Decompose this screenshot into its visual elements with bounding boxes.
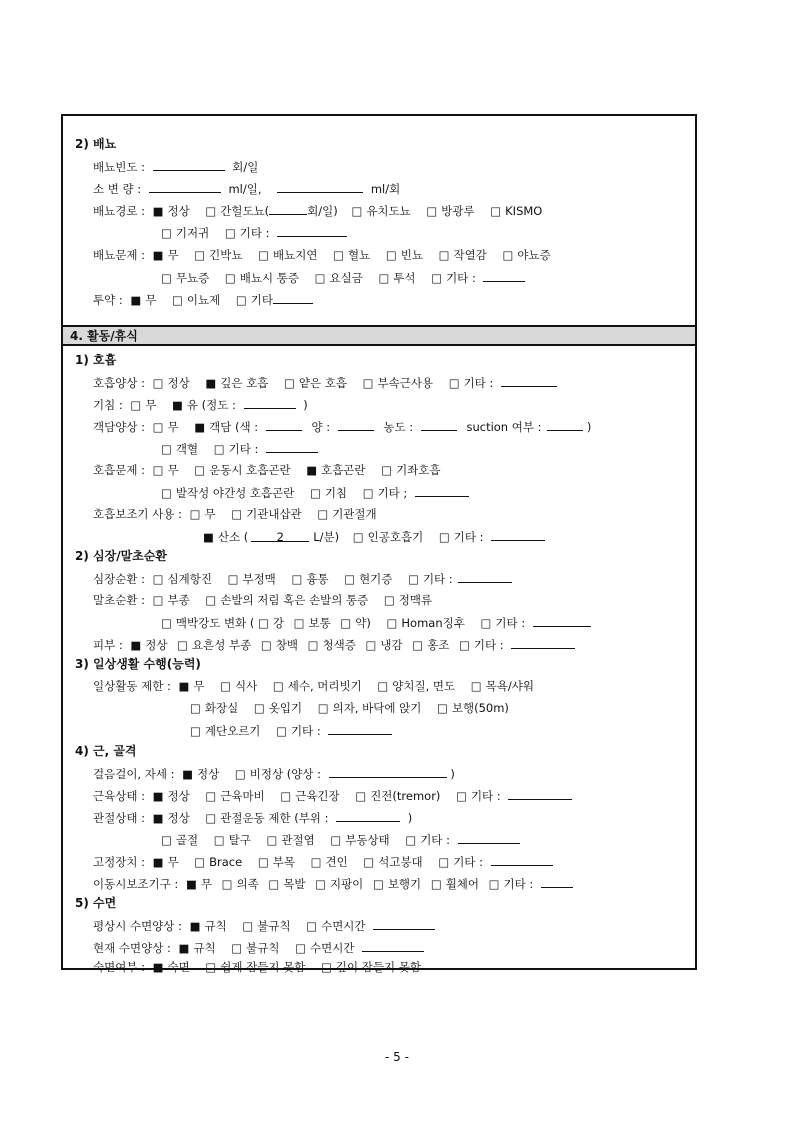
route-foley-checkbox[interactable]: □ 유치도뇨 [351,203,410,219]
fix-cast-checkbox[interactable]: □ 석고붕대 [363,854,422,870]
adl-row-3 [190,722,392,739]
fix-other-checkbox[interactable]: □ 기타 : [438,854,483,870]
respiratory-aid-row-2: ■ 산소 ( 2 L/분) □ 인공호흡기 □ 기타 : [203,528,545,545]
gait-row: 걸음걸이, 자세 : ■ 정상 □ 비정상 (양상 : ) [93,765,455,782]
cough-row: 기침 : □ 무 ■ 유 (정도 : ) [93,396,308,413]
pattern-other-checkbox[interactable]: □ 기타 : [449,375,494,391]
pattern-other-field[interactable] [501,374,557,387]
route-diaper-checkbox[interactable]: □ 기저귀 [161,225,209,241]
joint-other-field[interactable] [458,831,520,844]
sputum-other-field[interactable] [266,440,318,453]
adl-eating-checkbox[interactable]: □ 식사 [220,678,257,694]
sputum-amount-field[interactable] [338,418,374,431]
section-activity-rest-header: 4. 활동/휴식 [63,325,695,346]
med-other-field[interactable] [273,291,313,304]
deep-sleep-row: 숙면여부 : ■ 숙면 □ 쉽게 잠들지 못함 □ 깊이 잠들지 못함 [93,959,433,975]
mobility-crutch-checkbox[interactable]: □ 목발 [268,876,305,892]
respiratory-problem-row-2 [161,484,469,501]
mobility-wheelchair-checkbox[interactable]: □ 휠체어 [431,876,479,892]
cardiac-row: 심장순환 : □ 심계항진 □ 부정맥 □ 흉통 □ 현기증 □ 기타 : [93,570,512,587]
cardiac-other-field[interactable] [458,570,512,583]
problem-dialysis-checkbox[interactable]: □ 투석 [378,270,415,286]
joint-normal-checkbox[interactable]: ■ 정상 [153,810,190,826]
adl-row-2 [190,700,521,716]
respiratory-problem-row: 호흡문제 : □ 무 □ 운동시 호흡곤란 ■ 호흡곤란 □ 기좌호흡 [93,462,453,478]
joint-immobility-checkbox[interactable]: □ 부동상태 [330,832,389,848]
route-bladder-checkbox[interactable]: □ 방광루 [426,203,474,219]
aid-intubation-checkbox[interactable]: □ 기관내삽관 [231,506,301,522]
muscle-row: 근육상태 : ■ 정상 □ 근육마비 □ 근육긴장 □ 진전(tremor) □ 기타 : [93,787,572,804]
homan-sign-checkbox[interactable]: □ Homan징후 [387,615,465,631]
urination-route-row-2 [161,224,347,241]
urine-volume-day-field[interactable] [149,180,221,193]
fix-other-field[interactable] [491,853,553,866]
respiration-title: 1) 호흡 [75,353,117,367]
adl-bathing-checkbox[interactable]: □ 목욕/샤워 [471,678,534,694]
gait-normal-checkbox[interactable]: ■ 정상 [182,766,219,782]
usual-sleep-row: 평상시 수면양상 : ■ 규칙 □ 불규칙 □ 수면시간 [93,917,435,934]
joint-dislocation-checkbox[interactable]: □ 탈구 [214,832,251,848]
usual-sleep-time-checkbox[interactable]: □ 수면시간 [306,918,365,934]
route-other-checkbox[interactable]: □ 기타 : [225,225,270,241]
respiratory-aid-row: 호흡보조기 사용 : □ 무 □ 기관내삽관 □ 기관절개 [93,506,389,522]
sputum-none-checkbox[interactable]: □ 무 [153,419,179,435]
peripheral-numbness-checkbox[interactable]: □ 손발의 저림 혹은 손발의 통증 [205,592,368,608]
cough-none-checkbox[interactable]: □ 무 [130,397,156,413]
urination-problem-row-2 [161,269,525,286]
cardiac-arrhythmia-checkbox[interactable]: □ 부정맥 [228,571,276,587]
aid-other-checkbox[interactable]: □ 기타 : [439,529,484,545]
peripheral-varicose-checkbox[interactable]: □ 정맥류 [384,592,432,608]
fix-traction-checkbox[interactable]: □ 견인 [311,854,348,870]
pulse-row [161,614,591,631]
muscle-other-field[interactable] [508,787,572,800]
skin-other-checkbox[interactable]: □ 기타 : [459,637,504,653]
sputum-row-2 [161,440,318,457]
usual-sleep-regular-checkbox[interactable]: ■ 규칙 [190,918,227,934]
page-number: - 5 - [385,1050,409,1064]
muscle-normal-checkbox[interactable]: ■ 정상 [153,788,190,804]
route-normal-checkbox[interactable]: ■ 정상 [153,203,190,219]
medication-row: 투약 : ■ 무 □ 이뇨제 □ 기타 [93,291,313,308]
aid-ventilator-checkbox[interactable]: □ 인공호흡기 [353,529,423,545]
adl-toilet-checkbox[interactable]: □ 화장실 [190,700,238,716]
resp-problem-orthopnea-checkbox[interactable]: □ 기좌호흡 [381,462,440,478]
adl-walking-checkbox[interactable]: □ 보행(50m) [437,700,509,716]
pulse-normal-checkbox[interactable]: □ 보통 [294,615,331,631]
cardiac-chest-pain-checkbox[interactable]: □ 흉통 [291,571,328,587]
peripheral-edema-checkbox[interactable]: □ 부종 [153,592,190,608]
problem-other-field[interactable] [483,269,525,282]
sputum-yes-checkbox[interactable]: ■ 객담 (색 : [194,419,258,435]
urination-frequency-row: 배뇨빈도 : 회/일 [93,160,259,174]
skin-pitting-edema-checkbox[interactable]: □ 요흔성 부종 [177,637,251,653]
cardiac-other-checkbox[interactable]: □ 기타 : [408,571,453,587]
problem-none-checkbox[interactable]: ■ 무 [153,247,179,263]
skin-flushing-checkbox[interactable]: □ 홍조 [412,637,449,653]
resp-problem-pnd-checkbox[interactable]: □ 발작성 야간성 호흡곤란 [161,485,294,501]
problem-anuria-checkbox[interactable]: □ 무뇨증 [161,270,209,286]
urine-volume-row: 소 변 량 : ml/일, ml/회 [93,182,401,196]
oxygen-rate-field[interactable]: 2 [251,529,309,542]
hemoptysis-checkbox[interactable]: □ 객혈 [161,441,198,457]
route-intermittent-checkbox[interactable]: □ 간헐도뇨( [205,203,269,219]
current-sleep-time-checkbox[interactable]: □ 수면시간 [295,940,354,956]
pulse-weak-checkbox[interactable]: □ 약) [340,615,370,631]
mobility-prosthesis-checkbox[interactable]: □ 의족 [222,876,259,892]
problem-frequency-checkbox[interactable]: □ 빈뇨 [386,247,423,263]
joint-row: 관절상태 : ■ 정상 □ 관절운동 제한 (부위 : ) [93,809,412,826]
resp-problem-other-field[interactable] [415,484,469,497]
deep-sleep-onset-checkbox[interactable]: □ 쉽게 잠들지 못함 [205,959,305,975]
circulation-title: 2) 심장/말초순환 [75,549,167,563]
resp-problem-exertional-checkbox[interactable]: □ 운동시 호흡곤란 [194,462,290,478]
adl-other-field[interactable] [328,722,392,735]
urination-frequency-field[interactable] [153,158,225,171]
muscle-other-checkbox[interactable]: □ 기타 : [456,788,501,804]
pulse-strong-checkbox[interactable]: □ 강 [258,615,284,631]
adl-sitting-checkbox[interactable]: □ 의자, 바닥에 앉기 [318,700,422,716]
usual-sleep-irregular-checkbox[interactable]: □ 불규칙 [242,918,290,934]
pulse-change-checkbox[interactable]: □ 맥박강도 변화 ( [161,615,254,631]
skin-pallor-checkbox[interactable]: □ 창백 [261,637,298,653]
gait-abnormal-checkbox[interactable]: □ 비정상 (양상 : [235,766,321,782]
skin-row: 피부 : ■ 정상 □ 요흔성 부종 □ 창백 □ 청색증 □ 냉감 □ 홍조 □ 기타 : [93,636,575,653]
resp-problem-cough-checkbox[interactable]: □ 기침 [310,485,347,501]
sputum-density-field[interactable] [421,418,457,431]
pattern-normal-checkbox[interactable]: □ 정상 [153,375,190,391]
pattern-deep-checkbox[interactable]: ■ 깊은 호흡 [205,375,268,391]
fixation-row: 고정장치 : ■ 무 □ Brace □ 부목 □ 견인 □ 석고붕대 □ 기타 : [93,853,553,870]
sputum-other-checkbox[interactable]: □ 기타 : [214,441,259,457]
joint-row-2 [161,831,520,848]
skin-cyanosis-checkbox[interactable]: □ 청색증 [308,637,356,653]
mobility-cane-checkbox[interactable]: □ 지팡이 [315,876,363,892]
problem-delay-checkbox[interactable]: □ 배뇨지연 [258,247,317,263]
mobility-aid-row: 이동시보조기구 : ■ 무 □ 의족 □ 목발 □ 지팡이 □ 보행기 □ 휠체어 □ 기타 : [93,875,573,892]
mobility-other-checkbox[interactable]: □ 기타 : [489,876,534,892]
med-none-checkbox[interactable]: ■ 무 [130,292,156,308]
muscle-tension-checkbox[interactable]: □ 근육긴장 [280,788,339,804]
adl-grooming-checkbox[interactable]: □ 세수, 머리빗기 [273,678,362,694]
assessment-form [61,114,697,974]
current-sleep-irregular-checkbox[interactable]: □ 불규칙 [231,940,279,956]
musculoskeletal-title: 4) 근, 골격 [75,744,137,758]
mobility-walker-checkbox[interactable]: □ 보행기 [373,876,421,892]
aid-tracheostomy-checkbox[interactable]: □ 기관절개 [317,506,376,522]
pattern-shallow-checkbox[interactable]: □ 얕은 호흡 [284,375,347,391]
problem-nocturia-checkbox[interactable]: □ 야뇨증 [502,247,550,263]
mobility-other-field[interactable] [541,875,573,888]
resp-problem-dyspnea-checkbox[interactable]: ■ 호흡곤란 [306,462,365,478]
adl-row: 일상활동 제한 : ■ 무 □ 식사 □ 세수, 머리빗기 □ 양치질, 면도 □ 목욕/샤워 [93,678,546,694]
adl-other-checkbox[interactable]: □ 기타 : [276,723,321,739]
fix-splint-checkbox[interactable]: □ 부목 [258,854,295,870]
skin-normal-checkbox[interactable]: ■ 정상 [130,637,167,653]
problem-incontinence-checkbox[interactable]: □ 요실금 [315,270,363,286]
pattern-accessory-checkbox[interactable]: □ 부속근사용 [363,375,433,391]
mobility-none-checkbox[interactable]: ■ 무 [186,876,212,892]
adl-none-checkbox[interactable]: ■ 무 [179,678,205,694]
med-diuretic-checkbox[interactable]: □ 이뇨제 [172,292,220,308]
current-sleep-row: 현재 수면양상 : ■ 규칙 □ 불규칙 □ 수면시간 [93,939,424,956]
muscle-paralysis-checkbox[interactable]: □ 근육마비 [205,788,264,804]
problem-dysuria-checkbox[interactable]: □ 배뇨시 통증 [225,270,299,286]
urination-route-row: 배뇨경로 : ■ 정상 □ 간헐도뇨( 회/일) □ 유치도뇨 □ 방광루 □ KISMO [93,202,554,219]
pulse-other-checkbox[interactable]: □ 기타 : [481,615,526,631]
urination-problem-row: 배뇨문제 : ■ 무 □ 긴박뇨 □ 배뇨지연 □ 혈뇨 □ 빈뇨 □ 작열감 □ 야뇨증 [93,247,563,263]
sputum-color-field[interactable] [266,418,302,431]
aid-other-field[interactable] [491,528,545,541]
usual-sleep-time-field[interactable] [373,917,435,930]
problem-hematuria-checkbox[interactable]: □ 혈뇨 [333,247,370,263]
med-other-checkbox[interactable]: □ 기타 [236,292,273,308]
route-kismo-checkbox[interactable]: □ KISMO [490,203,542,219]
adl-dressing-checkbox[interactable]: □ 옷입기 [254,700,302,716]
cardiac-dizziness-checkbox[interactable]: □ 현기증 [344,571,392,587]
joint-site-field[interactable] [336,809,400,822]
aid-oxygen-checkbox[interactable]: ■ 산소 ( [203,529,248,545]
deep-sleep-maintain-checkbox[interactable]: □ 깊이 잠들지 못함 [321,959,421,975]
gait-pattern-field[interactable] [329,765,447,778]
muscle-tremor-checkbox[interactable]: □ 진전(tremor) [355,788,440,804]
joint-arthritis-checkbox[interactable]: □ 관절염 [267,832,315,848]
cough-degree-field[interactable] [244,396,296,409]
pulse-other-field[interactable] [533,614,591,627]
sleep-title: 5) 수면 [75,896,117,910]
urination-title: 2) 배뇨 [75,137,117,151]
adl-oral-care-checkbox[interactable]: □ 양치질, 면도 [377,678,455,694]
peripheral-row: 말초순환 : □ 부종 □ 손발의 저림 혹은 손발의 통증 □ 정맥류 [93,592,444,608]
cardiac-palpitation-checkbox[interactable]: □ 심계항진 [153,571,212,587]
skin-other-field[interactable] [511,636,575,649]
skin-cold-checkbox[interactable]: □ 냉감 [366,637,403,653]
sputum-row: 객담양상 : □ 무 ■ 객담 (색 : 양 : 농도 : suction 여부 : ) [93,418,591,435]
fix-brace-checkbox[interactable]: □ Brace [194,854,242,870]
problem-burning-checkbox[interactable]: □ 작열감 [439,247,487,263]
joint-fracture-checkbox[interactable]: □ 골절 [161,832,198,848]
deep-sleep-good-checkbox[interactable]: ■ 숙면 [153,959,190,975]
adl-stairs-checkbox[interactable]: □ 계단오르기 [190,723,260,739]
fix-none-checkbox[interactable]: ■ 무 [153,854,179,870]
joint-other-checkbox[interactable]: □ 기타 : [405,832,450,848]
joint-limit-checkbox[interactable]: □ 관절운동 제한 (부위 : [205,810,328,826]
route-other-field[interactable] [277,224,347,237]
cough-yes-checkbox[interactable]: ■ 유 (정도 : [172,397,236,413]
intermittent-count-field[interactable] [269,202,307,215]
breathing-pattern-row: 호흡양상 : □ 정상 ■ 깊은 호흡 □ 얕은 호흡 □ 부속근사용 □ 기타 : [93,374,557,391]
urine-volume-time-field[interactable] [277,180,363,193]
adl-title: 3) 일상생활 수행(능력) [75,657,201,671]
current-sleep-time-field[interactable] [362,939,424,952]
resp-problem-none-checkbox[interactable]: □ 무 [153,462,179,478]
sputum-suction-field[interactable] [547,418,583,431]
current-sleep-regular-checkbox[interactable]: ■ 규칙 [179,940,216,956]
resp-problem-other-checkbox[interactable]: □ 기타 ; [363,485,408,501]
problem-urgency-checkbox[interactable]: □ 긴박뇨 [194,247,242,263]
aid-none-checkbox[interactable]: □ 무 [190,506,216,522]
problem-other-checkbox[interactable]: □ 기타 : [431,270,476,286]
